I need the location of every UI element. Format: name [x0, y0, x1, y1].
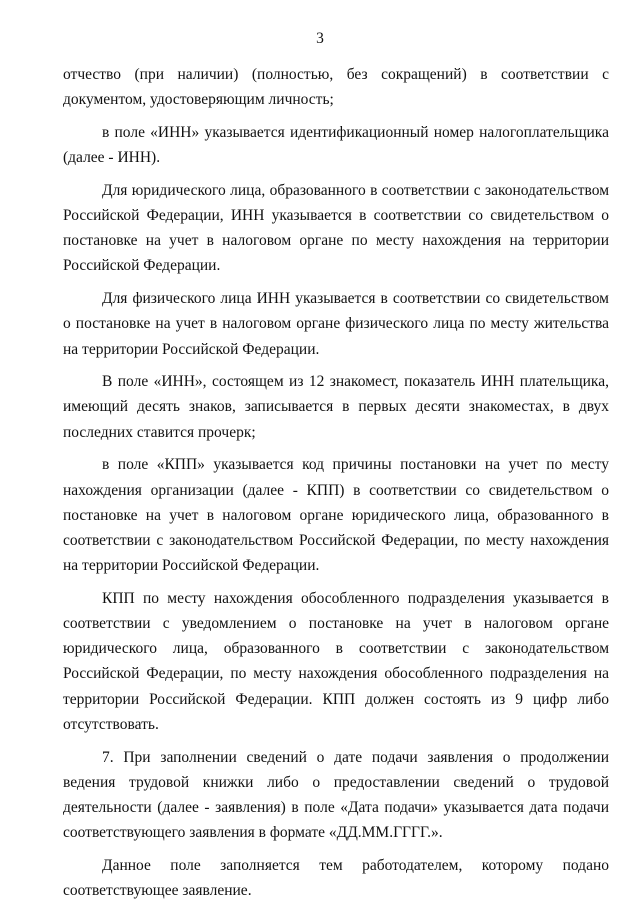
paragraph-item-7: 7. При заполнении сведений о дате подачи заявления о продолжении ведения трудовой книжки либо о предоставлении сведений о трудовой деятельности (далее - заявления) в поле «Дата подачи» указывается дата подачи соответствующего заявления в формате «ДД.ММ.ГГГГ.».	[63, 748, 609, 842]
paragraph-inn-format: В поле «ИНН», состоящем из 12 знакомест, показатель ИНН плательщика, имеющий десять знаков, записывается в первых десяти знакоместах, в двух последних ставится прочерк;	[63, 373, 609, 441]
paragraph-kpp-field: в поле «КПП» указывается код причины постановки на учет по месту нахождения организации (далее - КПП) в соответствии со свидетельством о постановке на учет в налоговом органе юридического лица, образованного в соответствии с законодательством Российской Федерации, по месту нахождения на территории Российской Федерации.	[63, 456, 609, 575]
paragraph-inn-individual: Для физического лица ИНН указывается в соответствии со свидетельством о постановке на учет в налоговом органе физического лица по месту жительства на территории Российской Федерации.	[63, 290, 609, 358]
paragraph-patronymic: отчество (при наличии) (полностью, без сокращений) в соответствии с документом, удостоверяющим личность;	[63, 66, 609, 109]
paragraph-filled-by-employer: Данное поле заполняется тем работодателем, которому подано соответствующее заявление.	[63, 856, 609, 900]
paragraph-inn-field: в поле «ИНН» указывается идентификационный номер налогоплательщика (далее - ИНН).	[63, 123, 609, 167]
document-body	[63, 62, 609, 903]
paragraph-kpp-branch: КПП по месту нахождения обособленного подразделения указывается в соответствии с уведомлением о постановке на учет в налоговом органе юридического лица, образованного в соответствии с законодательством Российской Федерации, по месту нахождения обособленного подразделения на территории Российской Федерации. КПП должен состоять из 9 цифр либо отсутствовать.	[63, 589, 609, 733]
paragraph-inn-legal-entity: Для юридического лица, образованного в соответствии с законодательством Российской Федерации, ИНН указывается в соответствии со свидетельством о постановке на учет в налоговом органе по месту нахождения на территории Российской Федерации.	[63, 181, 609, 275]
page-number: 3	[316, 30, 324, 47]
